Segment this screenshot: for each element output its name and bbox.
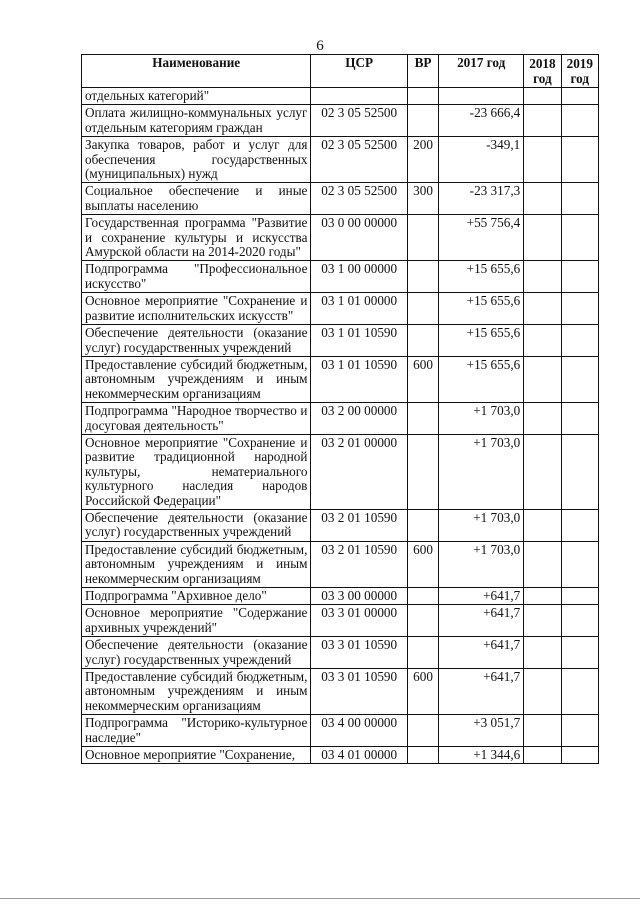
row-vr xyxy=(407,637,438,669)
row-name: отдельных категорий" xyxy=(82,88,311,105)
row-2019 xyxy=(561,105,598,137)
row-2019 xyxy=(561,293,598,325)
row-name: Предоставление субсидий бюджетным, автономным учреждениям и иным некоммерческим организациям xyxy=(82,356,311,402)
row-csr: 03 2 00 00000 xyxy=(311,403,408,435)
row-2019 xyxy=(561,215,598,261)
row-csr: 02 3 05 52500 xyxy=(311,105,408,137)
row-csr: 03 3 01 00000 xyxy=(311,605,408,637)
row-csr: 02 3 05 52500 xyxy=(311,137,408,183)
table-row xyxy=(82,434,599,509)
page-number: 6 xyxy=(316,38,324,54)
row-name: Предоставление субсидий бюджетным, автономным учреждениям и иным некоммерческим организациям xyxy=(82,669,311,715)
table-header-row xyxy=(82,55,599,88)
row-name: Оплата жилищно-коммунальных услуг отдельным категориям граждан xyxy=(82,105,311,137)
table-row xyxy=(82,403,599,435)
table-row xyxy=(82,261,599,293)
row-2018 xyxy=(524,356,561,402)
row-2017: +15 655,6 xyxy=(439,293,524,325)
row-name: Основное мероприятие "Сохранение и развитие исполнительских искусств" xyxy=(82,293,311,325)
row-csr xyxy=(311,88,408,105)
row-2017: +1 703,0 xyxy=(439,509,524,541)
row-2017: +641,7 xyxy=(439,669,524,715)
row-name: Социальное обеспечение и иные выплаты населению xyxy=(82,183,311,215)
row-2019 xyxy=(561,356,598,402)
row-name: Подпрограмма "Народное творчество и досуговая деятельность" xyxy=(82,403,311,435)
row-2018 xyxy=(524,293,561,325)
row-csr: 02 3 05 52500 xyxy=(311,183,408,215)
row-vr xyxy=(407,715,438,747)
row-csr: 03 1 01 10590 xyxy=(311,356,408,402)
row-2017: +15 655,6 xyxy=(439,356,524,402)
row-2017: +641,7 xyxy=(439,637,524,669)
row-2018 xyxy=(524,541,561,587)
row-2019 xyxy=(561,637,598,669)
row-2019 xyxy=(561,509,598,541)
row-2017: +1 703,0 xyxy=(439,541,524,587)
table-row xyxy=(82,356,599,402)
row-2017: -23 666,4 xyxy=(439,105,524,137)
row-vr xyxy=(407,509,438,541)
header-2018: 2018 год xyxy=(524,55,561,88)
row-2017: +1 703,0 xyxy=(439,434,524,509)
table-row xyxy=(82,509,599,541)
table-row xyxy=(82,588,599,605)
row-csr: 03 3 01 10590 xyxy=(311,637,408,669)
row-vr: 200 xyxy=(407,137,438,183)
row-vr: 300 xyxy=(407,183,438,215)
scan-edge-line xyxy=(0,898,640,899)
row-csr: 03 1 01 00000 xyxy=(311,293,408,325)
table-row xyxy=(82,669,599,715)
row-2018 xyxy=(524,605,561,637)
row-2018 xyxy=(524,325,561,357)
table-row xyxy=(82,325,599,357)
row-2017: +1 344,6 xyxy=(439,747,524,764)
table-row xyxy=(82,605,599,637)
row-csr: 03 4 01 00000 xyxy=(311,747,408,764)
row-csr: 03 4 00 00000 xyxy=(311,715,408,747)
header-csr: ЦСР xyxy=(311,55,408,88)
row-name: Подпрограмма "Архивное дело" xyxy=(82,588,311,605)
row-2017: +1 703,0 xyxy=(439,403,524,435)
row-csr: 03 2 01 00000 xyxy=(311,434,408,509)
table-row xyxy=(82,183,599,215)
row-2019 xyxy=(561,541,598,587)
budget-table xyxy=(81,54,599,764)
row-2019 xyxy=(561,403,598,435)
row-2017: -23 317,3 xyxy=(439,183,524,215)
table-row xyxy=(82,715,599,747)
row-csr: 03 1 00 00000 xyxy=(311,261,408,293)
row-2019 xyxy=(561,434,598,509)
row-2019 xyxy=(561,715,598,747)
row-2017: +15 655,6 xyxy=(439,325,524,357)
row-2018 xyxy=(524,669,561,715)
header-2019: 2019 год xyxy=(561,55,598,88)
row-name: Закупка товаров, работ и услуг для обеспечения государственных (муниципальных) нужд xyxy=(82,137,311,183)
row-2017 xyxy=(439,88,524,105)
row-2018 xyxy=(524,215,561,261)
row-2019 xyxy=(561,747,598,764)
row-2018 xyxy=(524,105,561,137)
row-csr: 03 2 01 10590 xyxy=(311,509,408,541)
row-2018 xyxy=(524,509,561,541)
row-name: Обеспечение деятельности (оказание услуг) государственных учреждений xyxy=(82,509,311,541)
row-2017: +641,7 xyxy=(439,588,524,605)
row-vr xyxy=(407,261,438,293)
header-name: Наименование xyxy=(82,55,311,88)
row-2017: +3 051,7 xyxy=(439,715,524,747)
row-2018 xyxy=(524,183,561,215)
row-2019 xyxy=(561,325,598,357)
row-csr: 03 0 00 00000 xyxy=(311,215,408,261)
table-row xyxy=(82,88,599,105)
row-vr xyxy=(407,215,438,261)
row-2019 xyxy=(561,88,598,105)
table-row xyxy=(82,541,599,587)
row-name: Государственная программа "Развитие и сохранение культуры и искусства Амурской области на 2014-2020 годы" xyxy=(82,215,311,261)
row-vr xyxy=(407,588,438,605)
row-2018 xyxy=(524,747,561,764)
row-name: Подпрограмма "Профессиональное искусство" xyxy=(82,261,311,293)
row-csr: 03 3 00 00000 xyxy=(311,588,408,605)
table-row xyxy=(82,215,599,261)
row-vr xyxy=(407,88,438,105)
row-csr: 03 3 01 10590 xyxy=(311,669,408,715)
row-2018 xyxy=(524,261,561,293)
row-vr xyxy=(407,325,438,357)
header-vr: ВР xyxy=(407,55,438,88)
row-2019 xyxy=(561,669,598,715)
row-vr xyxy=(407,605,438,637)
header-2017: 2017 год xyxy=(439,55,524,88)
row-2018 xyxy=(524,588,561,605)
row-2019 xyxy=(561,261,598,293)
table-row xyxy=(82,137,599,183)
row-vr xyxy=(407,293,438,325)
row-vr xyxy=(407,747,438,764)
row-2017: -349,1 xyxy=(439,137,524,183)
row-2017: +15 655,6 xyxy=(439,261,524,293)
row-2018 xyxy=(524,88,561,105)
row-vr: 600 xyxy=(407,669,438,715)
row-2018 xyxy=(524,137,561,183)
row-name: Предоставление субсидий бюджетным, автономным учреждениям и иным некоммерческим организациям xyxy=(82,541,311,587)
row-csr: 03 1 01 10590 xyxy=(311,325,408,357)
row-vr xyxy=(407,403,438,435)
row-vr xyxy=(407,434,438,509)
row-2019 xyxy=(561,183,598,215)
row-2017: +641,7 xyxy=(439,605,524,637)
row-name: Основное мероприятие "Сохранение и развитие традиционной народной культуры, нематериального культурного наследия народов Российской Федерации" xyxy=(82,434,311,509)
table-row xyxy=(82,747,599,764)
row-2019 xyxy=(561,605,598,637)
row-2018 xyxy=(524,715,561,747)
row-2018 xyxy=(524,637,561,669)
row-2018 xyxy=(524,434,561,509)
row-name: Обеспечение деятельности (оказание услуг) государственных учреждений xyxy=(82,637,311,669)
row-name: Подпрограмма "Историко-культурное наследие" xyxy=(82,715,311,747)
row-vr: 600 xyxy=(407,356,438,402)
row-name: Основное мероприятие "Содержание архивных учреждений" xyxy=(82,605,311,637)
row-2018 xyxy=(524,403,561,435)
row-csr: 03 2 01 10590 xyxy=(311,541,408,587)
row-2017: +55 756,4 xyxy=(439,215,524,261)
row-2019 xyxy=(561,588,598,605)
row-name: Обеспечение деятельности (оказание услуг) государственных учреждений xyxy=(82,325,311,357)
row-vr xyxy=(407,105,438,137)
row-2019 xyxy=(561,137,598,183)
table-row xyxy=(82,293,599,325)
row-name: Основное мероприятие "Сохранение, xyxy=(82,747,311,764)
row-vr: 600 xyxy=(407,541,438,587)
table-row xyxy=(82,637,599,669)
table-row xyxy=(82,105,599,137)
